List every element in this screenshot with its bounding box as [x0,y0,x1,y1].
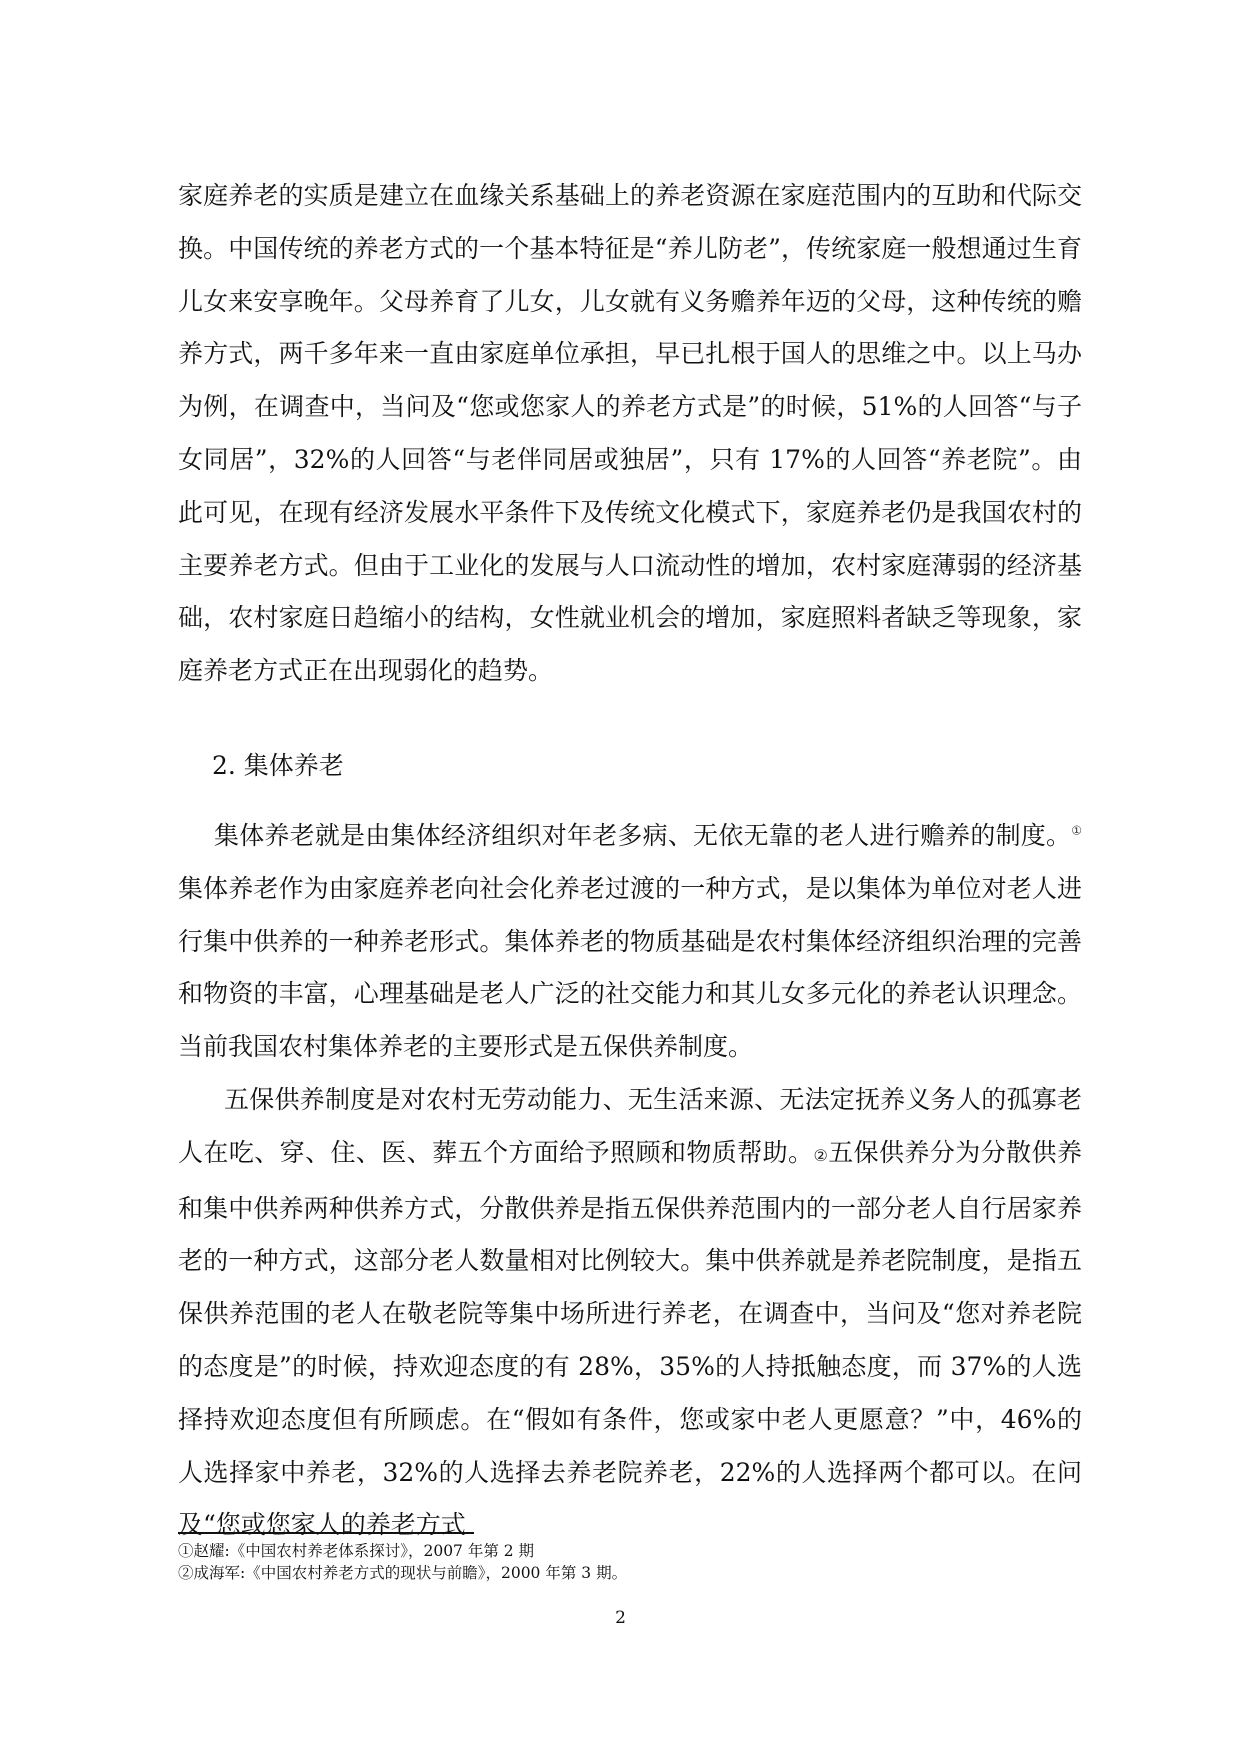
paragraph-text: 家庭养老的实质是建立在血缘关系基础上的养老资源在家庭范围内的互助和代际交换。中国传统的养老方式的一个基本特征是“养儿防老”，传统家庭一般想通过生育儿女来安享晚年。父母养育了儿女，儿女就有义务赡养年迈的父母，这种传统的赡养方式，两千多年来一直由家庭单位承担，早已扎根于国人的思维之中。以上马办为例，在调查中，当问及“您或您家人的养老方式是”的时候，51%的人回答“与子女同居”，32%的人回答“与老伴同居或独居”，只有 17%的人回答“养老院”。由此可见，在现有经济发展水平条件下及传统文化模式下，家庭养老仍是我国农村的主要养老方式。但由于工业化的发展与人口流动性的增加，农村家庭薄弱的经济基础，农村家庭日趋缩小的结构，女性就业机会的增加，家庭照料者缺乏等现象，家庭养老方式正在出现弱化的趋势。 [178,181,1082,686]
section-heading: 2. 集体养老 [212,751,344,780]
paragraph-text: 集体养老就是由集体经济组织对年老多病、无依无靠的老人进行赡养的制度。 [214,821,1072,850]
footnote-2: ②成海军:《中国农村养老方式的现状与前瞻》，2000 年第 3 期。 [178,1564,628,1582]
paragraph-text: 五保供养分为分散供养和集中供养两种供养方式，分散供养是指五保供养范围内的一部分老人自行居家养老的一种方式，这部分老人数量相对比例较大。集中供养就是养老院制度，是指五保供养范围的老人在敬老院等集中场所进行养老，在调查中，当问及“您对养老院的态度是”的时候，持欢迎态度的有 28%，35%的人持抵触态度，而 37%的人选择持欢迎态度但有所顾虑。在“假如有条件，您或家中老人更愿意？”中，46%的人选择家中养老，32%的人选择去养老院养老，22%的人选择两个都可以。在问及“您或您家人的养老方式 [178,1137,1082,1540]
paragraph-text: 集体养老作为由家庭养老向社会化养老过渡的一种方式，是以集体为单位对老人进行集中供养的一种养老形式。集体养老的物质基础是农村集体经济组织治理的完善和物资的丰富，心理基础是老人广泛的社交能力和其儿女多元化的养老认识理念。当前我国农村集体养老的主要形式是五保供养制度。 [178,873,1082,1062]
footnote-ref-2[interactable]: ② [813,1145,829,1165]
paragraph-collective-elderly-care [178,810,1082,1074]
paragraph-family-elderly-care [178,170,1082,698]
footnote-1: ①赵耀:《中国农村养老体系探讨》，2007 年第 2 期 [178,1542,535,1560]
footnote-divider [178,1532,474,1534]
paragraph-text: 五保供养制度是对农村无劳动能力、无生活来源、无法定抚养义务人的孤寡老人在吃、穿、住、医、葬五个方面给予照顾和物质帮助。 [178,1085,1082,1167]
page-number: 2 [615,1608,626,1628]
paragraph-five-guarantees [178,1074,1082,1552]
footnote-ref-1[interactable]: ① [1071,823,1082,838]
footnotes [178,1540,1078,1584]
